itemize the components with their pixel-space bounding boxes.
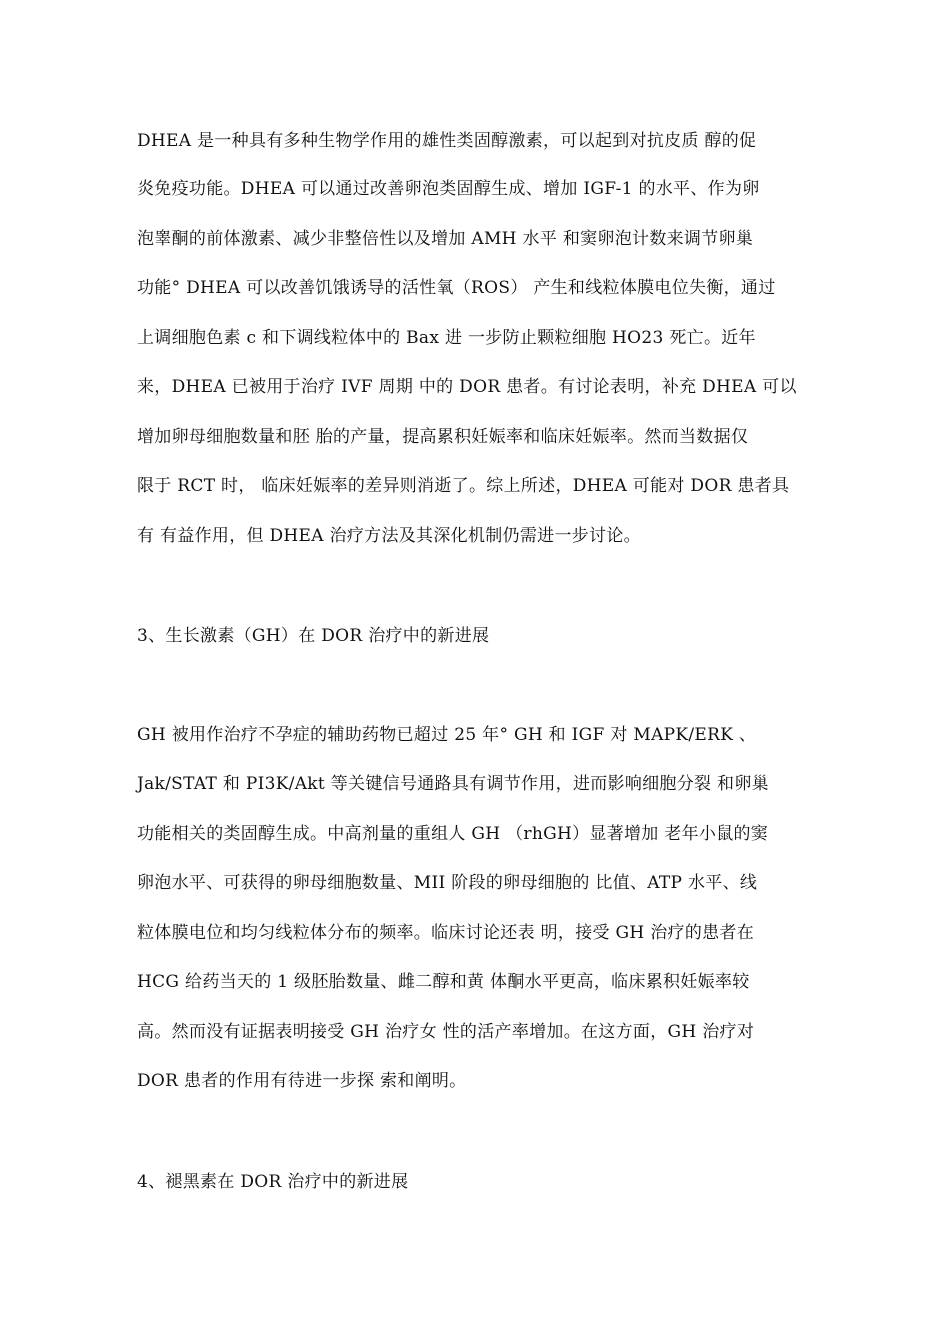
text-line: 上调细胞色素 c 和下调线粒体中的 Bax 进 一步防止颗粒细胞 HO23 死亡。近年 — [137, 328, 756, 348]
text-line: 功能相关的类固醇生成。中高剂量的重组人 GH （rhGH）显著增加 老年小鼠的窦 — [137, 824, 769, 844]
text-line: 泡睾酮的前体激素、减少非整倍性以及增加 AMH 水平 和窦卵泡计数来调节卵巢 — [137, 229, 754, 249]
text-line: 来，DHEA 已被用于治疗 IVF 周期 中的 DOR 患者。有讨论表明，补充 DHEA 可以 — [137, 377, 797, 397]
text-line: DOR 患者的作用有待进一步探 索和阐明。 — [137, 1071, 467, 1091]
text-line: GH 被用作治疗不孕症的辅助药物已超过 25 年° GH 和 IGF 对 MAPK/ERK 、 — [137, 725, 757, 745]
text-line: DHEA 是一种具有多种生物学作用的雄性类固醇激素，可以起到对抗皮质 醇的促 — [137, 131, 757, 151]
text-line: 限于 RCT 时， 临床妊娠率的差异则消逝了。综上所述，DHEA 可能对 DOR 患者具 — [137, 476, 790, 496]
section-heading-3: 3、生长激素（GH）在 DOR 治疗中的新进展 — [137, 626, 490, 646]
text-line: 炎免疫功能。DHEA 可以通过改善卵泡类固醇生成、增加 IGF-1 的水平、作为卵 — [137, 179, 760, 199]
text-line: HCG 给药当天的 1 级胚胎数量、雌二醇和黄 体酮水平更高，临床累积妊娠率较 — [137, 972, 750, 992]
section-heading-4: 4、褪黑素在 DOR 治疗中的新进展 — [137, 1172, 409, 1192]
text-line: 卵泡水平、可获得的卵母细胞数量、MII 阶段的卵母细胞的 比值、ATP 水平、线 — [137, 873, 758, 893]
text-line: 有 有益作用，但 DHEA 治疗方法及其深化机制仍需进一步讨论。 — [137, 526, 641, 546]
text-line: 高。然而没有证据表明接受 GH 治疗女 性的活产率增加。在这方面，GH 治疗对 — [137, 1022, 755, 1042]
text-line: 增加卵母细胞数量和胚 胎的产量，提高累积妊娠率和临床妊娠率。然而当数据仅 — [137, 427, 749, 447]
text-line: 粒体膜电位和均匀线粒体分布的频率。临床讨论还表 明，接受 GH 治疗的患者在 — [137, 923, 755, 943]
text-line: 功能° DHEA 可以改善饥饿诱导的活性氧（ROS） 产生和线粒体膜电位失衡，通过 — [137, 278, 776, 298]
text-line: Jak/STAT 和 PI3K/Akt 等关键信号通路具有调节作用，进而影响细胞分裂 和卵巢 — [137, 774, 769, 794]
